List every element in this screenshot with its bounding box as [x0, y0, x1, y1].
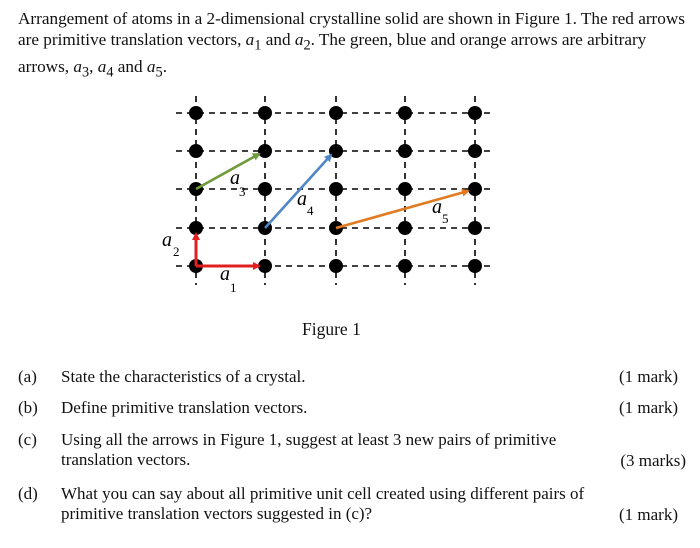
atom [398, 144, 412, 158]
intro-text-6: . [162, 57, 167, 77]
label-a2-sub: 2 [173, 244, 180, 259]
intro-sub-3: 3 [81, 64, 90, 81]
question-a [18, 367, 686, 387]
atom [398, 259, 412, 273]
label-a5-letter: a [432, 196, 442, 218]
label-a5-sub: 5 [442, 211, 449, 226]
label-a3-letter: a [230, 167, 240, 189]
label-a1-sub: 1 [230, 280, 237, 295]
question-b [18, 398, 686, 418]
question-label: (b) [18, 398, 38, 417]
question-d [18, 484, 686, 524]
question-c [18, 430, 686, 470]
intro-text-2: and [261, 30, 295, 49]
intro-var-a5: a [146, 57, 156, 77]
atom [189, 144, 203, 158]
figure-caption: Figure 1 [302, 319, 361, 339]
intro-var-a1: a [245, 30, 255, 49]
question-marks: (1 mark) [618, 367, 678, 386]
atom [468, 221, 482, 235]
vector-a3-arrow [196, 154, 259, 189]
intro-text-5: and [113, 57, 147, 77]
label-a4-sub: 4 [307, 203, 314, 218]
intro-sub-2: 2 [303, 37, 311, 54]
atom [468, 259, 482, 273]
intro-var-a4: a [97, 57, 107, 77]
question-marks: (1 mark) [618, 398, 678, 417]
question-marks: (1 mark) [618, 505, 678, 524]
atom [468, 144, 482, 158]
intro-sub-1: 1 [254, 37, 262, 54]
intro-var-a2: a [294, 30, 304, 49]
atom [258, 182, 272, 196]
atom [258, 259, 272, 273]
question-label: (d) [18, 484, 38, 503]
atom [329, 259, 343, 273]
atom [189, 106, 203, 120]
atom [189, 221, 203, 235]
question-marks: (3 marks) [620, 451, 686, 470]
atom [398, 106, 412, 120]
question-text: What you can say about all primitive unit cell created using different pairs of primitive translation vectors suggested in (c)? [61, 484, 585, 523]
atom [329, 182, 343, 196]
intro-sub-5: 5 [155, 64, 163, 81]
label-a4-letter: a [297, 188, 307, 210]
label-a2-letter: a [162, 229, 172, 251]
question-text: Using all the arrows in Figure 1, suggest at least 3 new pairs of primitive translation vectors. [61, 430, 557, 469]
question-label: (c) [18, 430, 37, 449]
label-a1-letter: a [220, 263, 230, 285]
question-label: (a) [18, 367, 37, 386]
question-text: State the characteristics of a crystal. [61, 367, 306, 386]
atom [468, 182, 482, 196]
intro-sub-4: 4 [106, 64, 114, 81]
atom [329, 106, 343, 120]
intro-var-a3: a [73, 57, 82, 77]
atom [398, 182, 412, 196]
intro-text-4: , [89, 57, 98, 77]
intro-text-1: Arrangement of atoms in a 2-dimensional crystalline solid are shown in Figure 1. The red arrows are primitive translation vectors, [18, 9, 685, 49]
atom [398, 221, 412, 235]
label-a3-sub: 3 [239, 184, 246, 199]
atom [258, 106, 272, 120]
intro-text-3: . The green, blue and orange arrows are arbitrary arrows, [18, 30, 647, 77]
question-text: Define primitive translation vectors. [61, 398, 308, 417]
atom [258, 144, 272, 158]
atom [468, 106, 482, 120]
